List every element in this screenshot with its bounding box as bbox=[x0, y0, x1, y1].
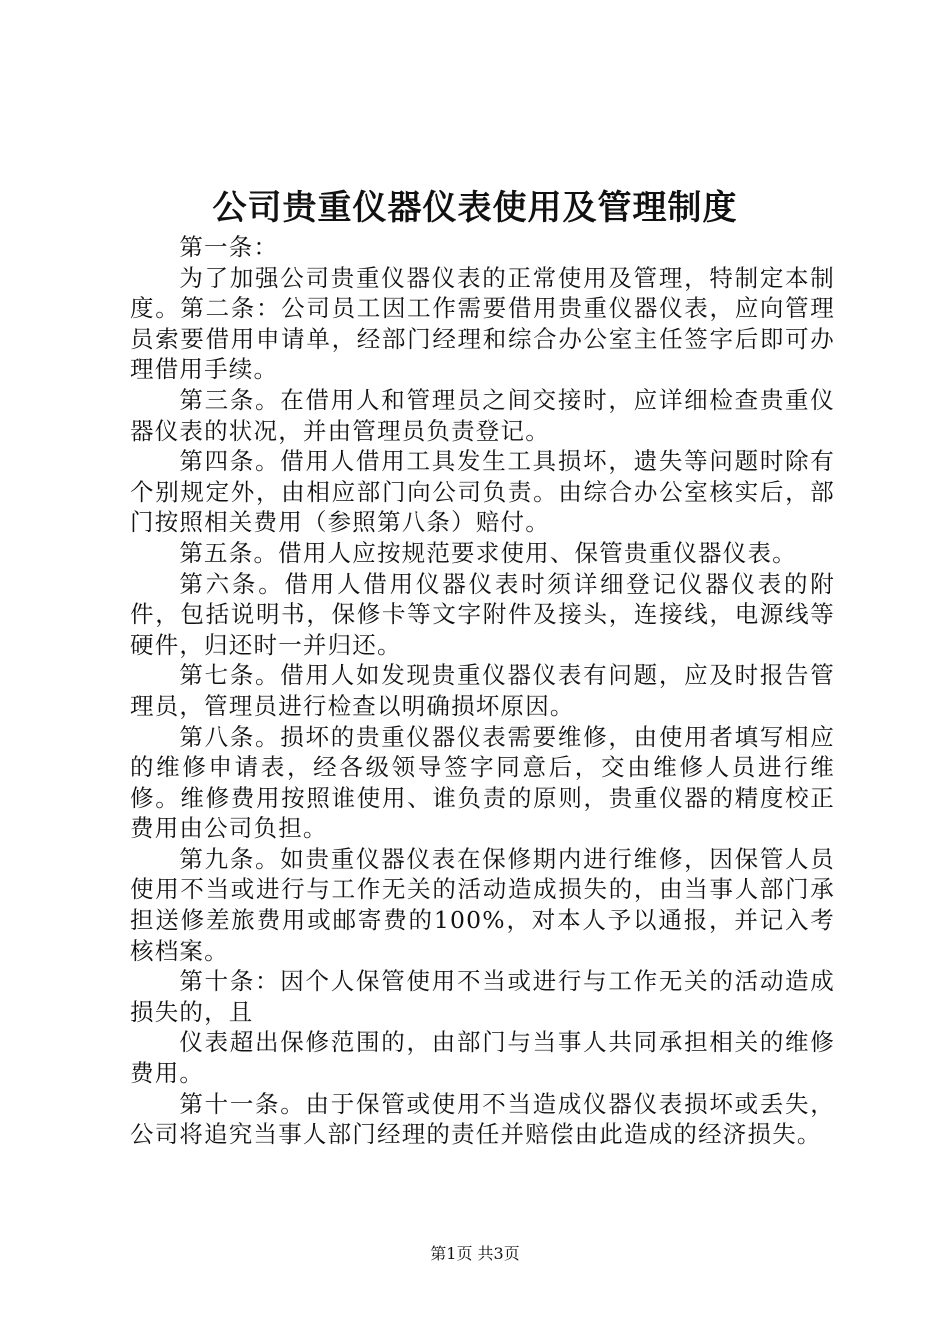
article-11-text: 第十一条。由于保管或使用不当造成仪器仪表损坏或丢失，公司将追究当事人部门经理的责任并赔偿由此造成的经济损失。 bbox=[130, 1089, 835, 1149]
article-9-text: 第九条。如贵重仪器仪表在保修期内进行维修，因保管人员使用不当或进行与工作无关的活动造成损失的，由当事人部门承担送修差旅费用或邮寄费的100%，对本人予以通报，并记入考核档案。 bbox=[130, 844, 835, 965]
article-6-text: 第六条。借用人借用仪器仪表时须详细登记仪器仪表的附件，包括说明书，保修卡等文字附件及接头，连接线，电源线等硬件，归还时一并归还。 bbox=[130, 569, 835, 659]
article-3-text: 第三条。在借用人和管理员之间交接时，应详细检查贵重仪器仪表的状况，并由管理员负责登记。 bbox=[130, 385, 835, 445]
document-title: 公司贵重仪器仪表使用及管理制度 bbox=[212, 188, 738, 228]
article-4-text: 第四条。借用人借用工具发生工具损坏，遗失等问题时除有个别规定外，由相应部门向公司负责。由综合办公室核实后，部门按照相关费用（参照第八条）赔付。 bbox=[130, 447, 835, 537]
article-1-2-text: 为了加强公司贵重仪器仪表的正常使用及管理，特制定本制度。第二条：公司员工因工作需要借用贵重仪器仪表，应向管理员索要借用申请单，经部门经理和综合办公室主任签字后即可办理借用手续。 bbox=[130, 263, 835, 384]
article-8-text: 第八条。损坏的贵重仪器仪表需要维修，由使用者填写相应的维修申请表，经各级领导签字同意后，交由维修人员进行维修。维修费用按照谁使用、谁负责的原则，贵重仪器的精度校正费用由公司负担。 bbox=[130, 722, 835, 843]
article-10-text: 第十条：因个人保管使用不当或进行与工作无关的活动造成损失的，且 bbox=[130, 967, 835, 1026]
article-10-continued-text: 仪表超出保修范围的，由部门与当事人共同承担相关的维修费用。 bbox=[130, 1028, 835, 1088]
page-number: 第1页 共3页 bbox=[430, 1244, 520, 1263]
article-7-text: 第七条。借用人如发现贵重仪器仪表有问题，应及时报告管理员，管理员进行检查以明确损坏原因。 bbox=[130, 661, 835, 720]
article-1-heading: 第一条： bbox=[179, 233, 279, 261]
article-5-text: 第五条。借用人应按规范要求使用、保管贵重仪器仪表。 bbox=[179, 538, 797, 567]
document-body bbox=[130, 232, 835, 1150]
